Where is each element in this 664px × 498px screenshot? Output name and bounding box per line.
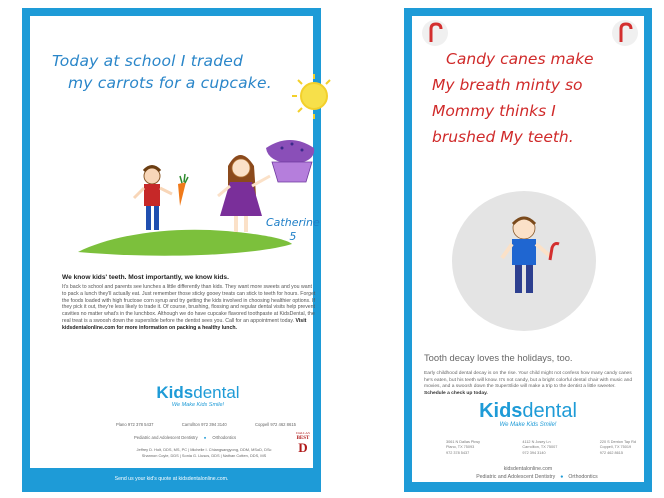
- address-phone: 972 394 3140: [522, 450, 546, 455]
- ad-lunch-trade-panel: [30, 16, 320, 468]
- address-phone: 972 462 8615: [599, 450, 623, 455]
- ad1-phone-coppell: Coppell 972 462 8615: [255, 422, 296, 427]
- ad2-website: kidsdentalonline.com: [503, 466, 553, 472]
- ad1-signature-age: 5: [289, 230, 297, 243]
- ad-candy-canes-panel: [412, 16, 644, 482]
- ad2-body: [424, 371, 636, 397]
- ad2-headline: Tooth decay loves the holidays, too.: [424, 352, 573, 363]
- ad2-specialty-pediatric: Pediatric and Adolescent Dentistry: [476, 474, 556, 480]
- ad2-quote-line-2: My breath minty so: [432, 76, 583, 94]
- ad1-phones: [116, 422, 296, 427]
- ad1-doctors: [114, 447, 294, 459]
- address-city: Coppell, TX 75019: [599, 445, 632, 450]
- ad2-specialty-ortho: Orthodontics: [568, 474, 598, 480]
- ad1-signature-name: Catherine: [266, 216, 320, 229]
- ad2-child-drawing: [412, 16, 644, 356]
- ad1-phone-carrollton: Carrollton 972 394 3140: [181, 422, 227, 427]
- address-street: 3061 N Dallas Pkwy: [446, 440, 480, 444]
- ad-lunch-trade: [22, 8, 321, 492]
- address-city: Carrollton, TX 75007: [522, 445, 558, 450]
- ad2-tagline: We Make Kids Smile!: [499, 422, 557, 428]
- sun-drawing: [292, 74, 330, 119]
- boy-figure: [134, 167, 172, 231]
- ad2-address-coppell: [600, 440, 636, 456]
- ad2-specialties: [442, 474, 632, 480]
- ad1-quote-line-2: my carrots for a cupcake.: [68, 74, 272, 92]
- bullet-icon: ●: [203, 435, 207, 440]
- ad1-body-callout: Visit kidsdentalonline.com for more information on packing a healthy lunch.: [62, 317, 307, 331]
- ad1-specialties: [134, 435, 274, 440]
- ad1-logo-dental: dental: [193, 383, 240, 402]
- ad2-quote-line-3: Mommy thinks I: [432, 102, 556, 120]
- ad1-logo-kids: Kids: [156, 383, 194, 402]
- ad1-body: [62, 284, 316, 332]
- ad2-quote-line-4: brushed My teeth.: [432, 128, 574, 146]
- ad2-addresses: [446, 440, 636, 456]
- address-city: Plano, TX 75093: [446, 445, 475, 450]
- ad2-logo: [458, 400, 598, 428]
- ad1-phone-plano: Plano 972 378 5437: [116, 422, 154, 427]
- ad1-logo: [148, 384, 248, 408]
- ad2-logo-dental: dental: [522, 400, 577, 422]
- ad2-quote-line-1: Candy canes make: [446, 50, 594, 68]
- address-street: 220 S Denton Tap Rd: [599, 440, 636, 444]
- bullet-icon: ●: [560, 474, 564, 480]
- best-of-dallas-badge: [294, 431, 312, 454]
- ad2-body-text: Early childhood dental decay is on the rise. Your child might not confess how many candy canes he's eaten, but his teeth will know. It's not candy, but a bright colorful dental chair with music and movies, and a swoosh down the SuperSlide will make a trip to the dentist a little sweeter.: [424, 371, 633, 390]
- address-phone: 972 378 5437: [446, 450, 470, 455]
- address-street: 4112 N Josey Ln: [522, 440, 551, 444]
- ad1-headline: We know kids' teeth. Most importantly, we know kids.: [62, 274, 229, 281]
- ad1-specialty-pediatric: Pediatric and Adolescent Dentistry: [134, 435, 198, 440]
- ad2-logo-kids: Kids: [479, 400, 523, 422]
- ad1-copy: [62, 274, 316, 332]
- ad1-tagline: We Make Kids Smile!: [171, 402, 225, 408]
- ad2-body-callout: Schedule a check up today.: [424, 390, 488, 396]
- carrot-drawing: [178, 182, 186, 206]
- ad-candy-canes: [404, 8, 652, 492]
- ad1-signature: [266, 216, 320, 244]
- ad2-address-carrollton: [522, 440, 557, 456]
- ad1-doctors-line-1: Jeffrey D. Holt, DDS, MS, PC | Michelle I. Chiangsangyong, DDM, MSoD, DSc: [136, 447, 272, 452]
- badge-city: DALLAS: [296, 431, 310, 435]
- cupcake-drawing: [266, 140, 314, 182]
- ad2-address-plano: [446, 440, 480, 456]
- ad1-quote-line-1: Today at school I traded: [52, 52, 244, 70]
- badge-letter: D: [298, 440, 308, 455]
- grass-drawing: [78, 230, 292, 256]
- girl-figure: [218, 155, 270, 232]
- ad1-footer: Send us your kid's quote at kidsdentalonline.com.: [114, 476, 229, 482]
- badge-best: BEST: [296, 436, 310, 441]
- ad1-body-text: It's back to school and parents see lunches a little differently than kids. They want more sweets and you want to pack a lunch they'll actually eat. Just remember those sticky gooey treats can stick to teeth for hours. Forget the foods loaded with high fructose corn syrup and try getting the kids involved in choosing healthier options. If they pick it out, they're less likely to trade it. Of course, brushing, flossing and regular dental visits help prevent cavities no matter what's in the lunchbox. Although we do have cupcake flavored toothpaste at KidsDental, the real treat is a swoosh down the superslide before the dentist sees you. Call for an appointment today.: [62, 284, 316, 324]
- ad1-doctors-line-2: Shannon Coyle, DDS | Sonia G. Lluscs, DDS | Nathan Cotten, DDS, MS: [141, 453, 267, 458]
- ad1-specialty-ortho: Orthodontics: [212, 435, 237, 440]
